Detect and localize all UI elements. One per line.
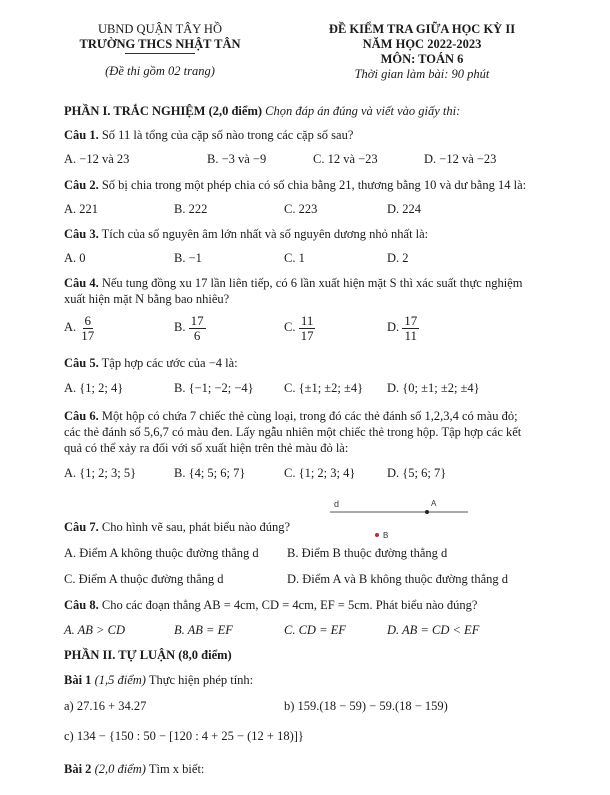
q4-c-numerator: 11 [300,313,314,328]
q4-label: Câu 4. [64,276,99,290]
q4-option-b [174,314,206,342]
q4-c-fraction [299,314,316,342]
q3-option-b: B. −1 [174,251,202,265]
q4-b-numerator: 17 [190,313,204,328]
q6-text: Một hộp có chứa 7 chiếc thẻ cùng loại, trong đó các thẻ đánh số 1,2,3,4 có màu đỏ; [98,409,518,423]
q4-d-fraction [402,314,419,342]
q4-b-letter: B. [174,320,186,335]
bai2-points: (2,0 điểm) [91,762,146,776]
point-a [425,510,429,514]
q8-text: Cho các đoạn thẳng AB = 4cm, CD = 4cm, EF = 5cm. Phát biểu nào đúng? [98,598,478,612]
bai2-label: Bài 2 [64,762,92,776]
page-count-note: (Đề thi gồm 02 trang) [105,64,215,78]
subject: MÔN: TOÁN 6 [380,52,464,66]
q7-option-b: B. Điểm B thuộc đường thẳng d [287,546,448,560]
q4-d-numerator: 17 [404,313,418,328]
q4-c-letter: C. [284,320,296,335]
q1-option-c: C. 12 và −23 [313,152,378,166]
question-7 [64,520,290,535]
bai2-heading [64,762,204,777]
q1-label: Câu 1. [64,128,99,142]
bai1-heading [64,673,253,688]
exam-title: ĐỀ KIỂM TRA GIỮA HỌC KỲ II [328,22,516,36]
q2-option-b: B. 222 [174,202,208,216]
q7-option-c: C. Điểm A thuộc đường thẳng d [64,572,224,586]
bai1-points: (1,5 điểm) [91,673,146,687]
q6-option-d: D. {5; 6; 7} [387,466,447,480]
q6-label: Câu 6. [64,409,99,423]
label-a: A [431,499,437,508]
q4-c-denominator: 17 [300,327,314,343]
question-6 [64,409,518,424]
bai1-part-a: a) 27.16 + 34.27 [64,699,147,713]
q3-option-c: C. 1 [284,251,305,265]
q7-figure [330,496,470,546]
part1-title: PHẦN I. TRẮC NGHIỆM (2,0 điểm) [64,104,263,118]
label-d: d [334,499,340,509]
q2-option-d: D. 224 [387,202,422,216]
q4-option-a [64,314,96,342]
q4-option-d [387,314,419,342]
q7-label: Câu 7. [64,520,99,534]
q6-text-line2: các thẻ đánh số 5,6,7 có màu đen. Lấy ngẫu nhiên một chiếc thẻ trong hộp. Tập hợp các kết [64,425,522,439]
q3-text: Tích của số nguyên âm lớn nhất và số nguyên dương nhỏ nhất là: [98,227,429,241]
question-8 [64,598,477,613]
q5-option-b: B. {−1; −2; −4} [174,381,254,395]
q1-option-b: B. −3 và −9 [207,152,267,166]
q4-text: Nếu tung đồng xu 17 lần liên tiếp, có 6 lần xuất hiện mặt S thì xác suất thực nghiệm [98,276,523,290]
q4-option-c [284,314,316,342]
point-b [375,533,379,537]
q6-text-line3: quả có thể xảy ra đối với số xuất hiện trên thẻ màu đỏ là: [64,441,349,455]
part1-instruction: Chọn đáp án đúng và viết vào giấy thi: [262,104,461,118]
q5-option-d: D. {0; ±1; ±2; ±4} [387,381,480,395]
bai1-text: Thực hiện phép tính: [145,673,254,687]
district-name: UBND QUẬN TÂY HỒ [98,22,222,36]
q4-d-letter: D. [387,320,400,335]
q4-a-denominator: 17 [81,327,95,343]
q4-b-denominator: 6 [193,327,201,343]
q8-label: Câu 8. [64,598,99,612]
question-1 [64,128,353,143]
school-name: TRƯỜNG THCS NHẬT TÂN [79,37,241,51]
q5-label: Câu 5. [64,356,99,370]
q2-option-c: C. 223 [284,202,318,216]
bai2-text: Tìm x biết: [145,762,205,776]
q7-option-a: A. Điểm A không thuộc đường thẳng d [64,546,259,560]
school-year: NĂM HỌC 2022-2023 [362,37,482,51]
q3-option-a: A. 0 [64,251,86,265]
q7-text: Cho hình vẽ sau, phát biểu nào đúng? [98,520,291,534]
part1-heading [64,104,460,119]
question-4 [64,276,522,291]
q1-text: Số 11 là tổng của cặp số nào trong các cặp số sau? [98,128,354,142]
q4-d-denominator: 11 [404,327,418,343]
q6-option-a: A. {1; 2; 3; 5} [64,466,137,480]
bai1-part-b: b) 159.(18 − 59) − 59.(18 − 159) [284,699,448,713]
question-2 [64,178,526,193]
q1-option-a: A. −12 và 23 [64,152,130,166]
bai1-part-c: c) 134 − {150 : 50 − [120 : 4 + 25 − (12 + 18)]} [64,729,304,743]
q6-option-b: B. {4; 5; 6; 7} [174,466,246,480]
header-left [60,22,260,79]
q3-option-d: D. 2 [387,251,409,265]
q4-a-letter: A. [64,320,77,335]
time-note: Thời gian làm bài: 90 phút [354,67,490,81]
q8-option-d: D. AB = CD < EF [387,623,480,637]
q8-option-a: A. AB > CD [64,623,125,637]
q8-option-c: C. CD = EF [284,623,346,637]
bai1-label: Bài 1 [64,673,92,687]
q5-option-c: C. {±1; ±2; ±4} [284,381,364,395]
label-b: B [383,531,389,540]
question-5 [64,356,238,371]
q2-option-a: A. 221 [64,202,99,216]
q6-option-c: C. {1; 2; 3; 4} [284,466,356,480]
q8-option-b: B. AB = EF [174,623,233,637]
q5-text: Tập hợp các ước của −4 là: [98,356,238,370]
q7-option-d: D. Điểm A và B không thuộc đường thẳng d [287,572,509,586]
question-3 [64,227,428,242]
q4-text-line2: xuất hiện mặt N bằng bao nhiêu? [64,292,230,306]
q1-option-d: D. −12 và −23 [424,152,497,166]
header-divider [125,53,195,54]
q4-b-fraction [189,314,206,342]
q4-a-fraction [79,314,96,342]
q2-label: Câu 2. [64,178,99,192]
header-right [312,22,532,82]
q3-label: Câu 3. [64,227,99,241]
q4-a-numerator: 6 [84,313,92,328]
q5-option-a: A. {1; 2; 4} [64,381,124,395]
part2-title: PHẦN II. TỰ LUẬN (8,0 điểm) [64,648,232,662]
q2-text: Số bị chia trong một phép chia có số chia bằng 21, thương bằng 10 và dư bằng 14 là: [98,178,527,192]
